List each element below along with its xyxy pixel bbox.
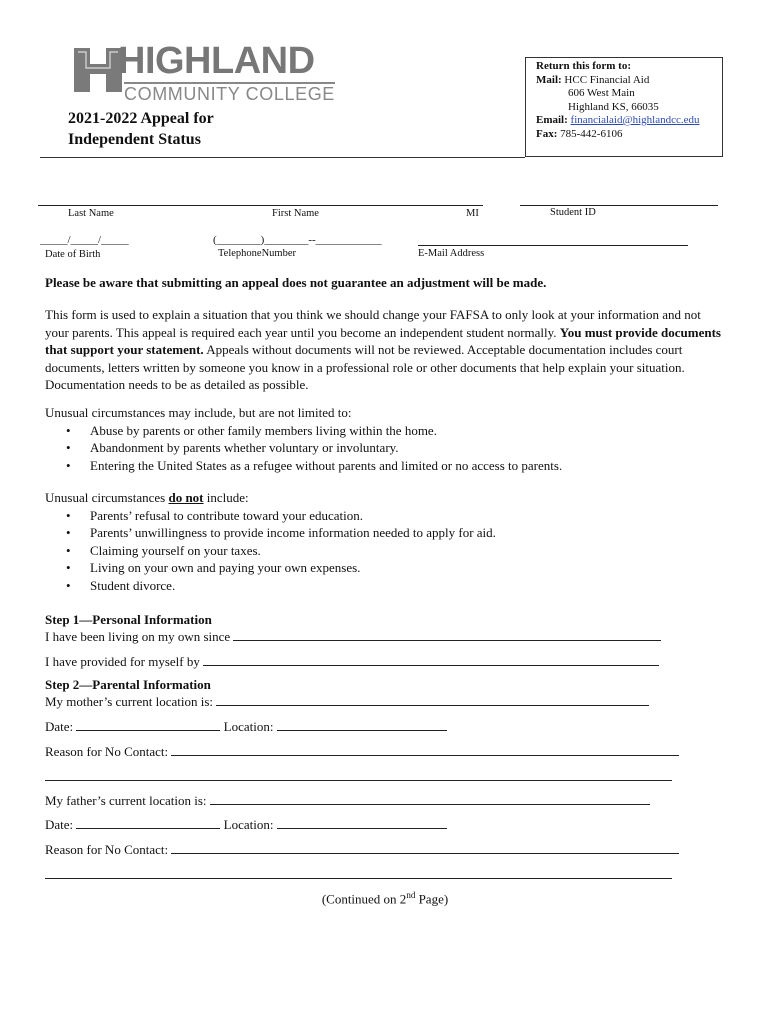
step1-title: Step 1—Personal Information	[45, 612, 212, 627]
header-divider	[40, 157, 525, 158]
email-line[interactable]	[418, 245, 688, 246]
provided-for-myself-field[interactable]	[45, 653, 659, 670]
mail-line3: Highland KS, 66035	[568, 100, 659, 113]
email-link[interactable]: financialaid@highlandcc.edu	[570, 114, 700, 126]
heading-emphasis: do not	[168, 490, 204, 505]
unusual-not-heading	[45, 489, 727, 507]
logo-wordmark: HIGHLAND	[118, 40, 315, 82]
email-address-label: E-Mail Address	[418, 248, 485, 259]
mail-label: Mail:	[536, 73, 562, 86]
location-label: Location:	[220, 817, 277, 832]
mother-reason-line2[interactable]	[45, 780, 672, 781]
father-date-location-field[interactable]	[45, 816, 447, 833]
name-line[interactable]	[38, 205, 483, 206]
list-item: • Entering the United States as a refugee without parents and limited or no access to parents.	[90, 457, 727, 475]
unusual-may-section	[45, 404, 727, 474]
date-label: Date:	[45, 817, 77, 832]
list-item: • Claiming yourself on your taxes.	[90, 542, 727, 560]
dob-label: Date of Birth	[45, 249, 101, 260]
living-on-own-label: I have been living on my own since	[45, 629, 234, 644]
list-item: • Abandonment by parents whether voluntary or involuntary.	[90, 439, 727, 457]
list-item: • Parents’ unwillingness to provide income information needed to apply for aid.	[90, 524, 727, 542]
return-heading: Return this form to:	[536, 60, 632, 72]
provided-label: I have provided for myself by	[45, 654, 204, 669]
last-name-label: Last Name	[68, 208, 114, 219]
highland-logo-mark	[72, 46, 124, 94]
form-title	[68, 108, 214, 150]
living-on-own-field[interactable]	[45, 628, 661, 645]
form-title-line1: 2021-2022 Appeal for	[68, 110, 214, 127]
mother-location-field[interactable]	[45, 693, 649, 710]
continued-note	[0, 890, 770, 907]
father-location-field[interactable]	[45, 792, 650, 809]
intro-text-2: Appeals without documents will not be reviewed. Acceptable documentation includes court documents, letters written by someone you know in a professional role or other documents that help explain your situation. Documentation needs to be as detailed as possible.	[45, 342, 685, 392]
telephone-label: TelephoneNumber	[218, 248, 296, 259]
fax-label: Fax:	[536, 127, 558, 140]
father-location-label: My father’s current location is:	[45, 793, 210, 808]
unusual-may-heading: Unusual circumstances may include, but are not limited to:	[45, 405, 352, 420]
student-id-label: Student ID	[550, 207, 596, 218]
unusual-not-section	[45, 489, 727, 594]
mi-label: MI	[466, 208, 479, 219]
first-name-label: First Name	[272, 208, 319, 219]
continued-sup: nd	[406, 890, 416, 900]
mother-date-location-field[interactable]	[45, 718, 447, 735]
dob-field[interactable]: _____/_____/_____	[40, 234, 129, 246]
list-item: • Living on your own and paying your own expenses.	[90, 559, 727, 577]
date-label: Date:	[45, 719, 77, 734]
appeal-warning: Please be aware that submitting an appeal does not guarantee an adjustment will be made.	[45, 275, 547, 290]
intro-emphasis: You must provide documents that support your statement.	[45, 324, 721, 357]
list-item: • Student divorce.	[90, 577, 727, 595]
location-label: Location:	[220, 719, 277, 734]
heading-post: include:	[203, 490, 249, 505]
intro-paragraph	[45, 306, 727, 394]
form-title-line2: Independent Status	[68, 131, 201, 148]
fax-number: 785-442-6106	[560, 127, 623, 140]
email-label: Email:	[536, 114, 568, 126]
student-id-line[interactable]	[520, 205, 718, 206]
continued-text-end: Page)	[415, 891, 449, 907]
phone-field[interactable]: (________)________--____________	[213, 234, 382, 246]
continued-text: (Continued on 2	[321, 891, 407, 907]
list-item: • Parents’ refusal to contribute toward your education.	[90, 507, 727, 525]
reason-label: Reason for No Contact:	[45, 842, 172, 857]
father-reason-field[interactable]	[45, 841, 679, 858]
return-address-box	[525, 57, 723, 157]
logo-subtitle: COMMUNITY COLLEGE	[124, 84, 335, 104]
mother-location-label: My mother’s current location is:	[45, 694, 217, 709]
mail-line2: 606 West Main	[568, 87, 635, 99]
reason-label: Reason for No Contact:	[45, 744, 172, 759]
mail-line1: HCC Financial Aid	[564, 73, 650, 86]
list-item: • Abuse by parents or other family members living within the home.	[90, 422, 727, 440]
step2-title: Step 2—Parental Information	[45, 677, 211, 692]
intro-text-1: This form is used to explain a situation that you think we should change your FAFSA to only look at your information and not your parents. This appeal is required each year until you become an independent student normally.	[45, 307, 701, 340]
father-reason-line2[interactable]	[45, 878, 672, 879]
heading-pre: Unusual circumstances	[45, 490, 169, 505]
mother-reason-field[interactable]	[45, 743, 679, 760]
